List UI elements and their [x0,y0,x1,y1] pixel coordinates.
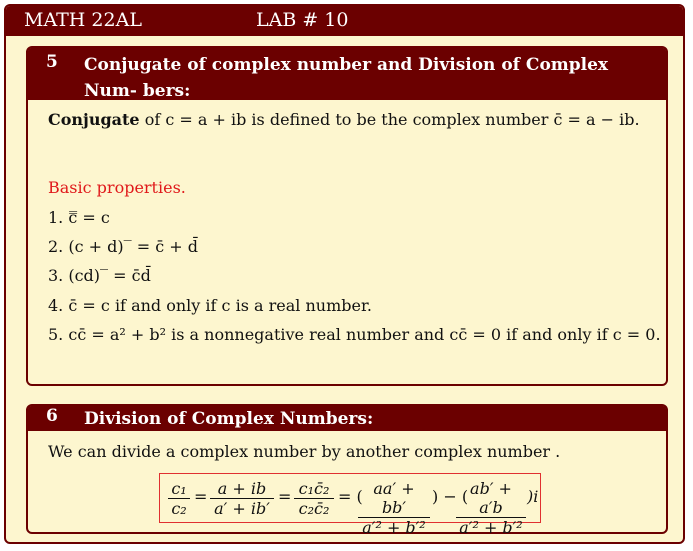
denominator: c₂ [171,499,187,518]
numerator: ab′ + a′b [456,479,526,518]
course-title: MATH 22AL [24,9,142,31]
definition-line [48,110,640,129]
denominator: c₂c̄₂ [298,499,330,518]
definition-term: Conjugate [48,110,140,129]
numerator: aa′ + bb′ [358,479,430,518]
section-title: Conjugate of complex number and Division of Complex Num- bers: [84,55,609,101]
lab-title: LAB # 10 [256,9,349,31]
equals-paren: = ( [338,487,363,506]
denominator: a′² + b′² [362,518,426,537]
fraction [456,479,526,537]
property-item: 3. (cd)‾ = c̄d̄ [48,266,151,285]
division-intro: We can divide a complex number by another complex number . [48,442,561,461]
section-number: 5 [46,52,58,72]
section-6-header [28,406,666,431]
fraction [294,479,334,518]
property-item: 2. (c + d)‾ = c̄ + d̄ [48,237,198,256]
property-item: 1. c̿ = c [48,208,110,227]
section-5-header [28,48,666,100]
section-number: 6 [46,406,58,426]
fraction [168,479,190,518]
fraction [210,479,274,518]
properties-heading: Basic properties. [48,178,186,197]
division-formula [159,473,541,537]
slide-header-bar [6,6,683,36]
fraction [358,479,430,537]
imaginary-unit: )i [527,487,539,506]
equals-sign: = [278,487,292,506]
definition-text: of c = a + ib is defined to be the complex number c̄ = a − ib. [144,110,640,129]
equals-sign: = [194,487,208,506]
section-5-box [26,46,668,386]
minus-paren: ) − ( [432,487,469,506]
numerator: c₁c̄₂ [294,479,334,499]
numerator: a + ib [210,479,274,499]
numerator: c₁ [168,479,190,499]
denominator: a′² + b′² [459,518,523,537]
section-6-box [26,404,668,537]
section-title: Division of Complex Numbers: [84,409,374,429]
denominator: a′ + ib′ [214,499,270,518]
property-item: 5. cc̄ = a² + b² is a nonnegative real number and cc̄ = 0 if and only if c = 0. [48,325,661,344]
property-item: 4. c̄ = c if and only if c is a real number. [48,296,372,315]
slide-frame [4,4,685,544]
